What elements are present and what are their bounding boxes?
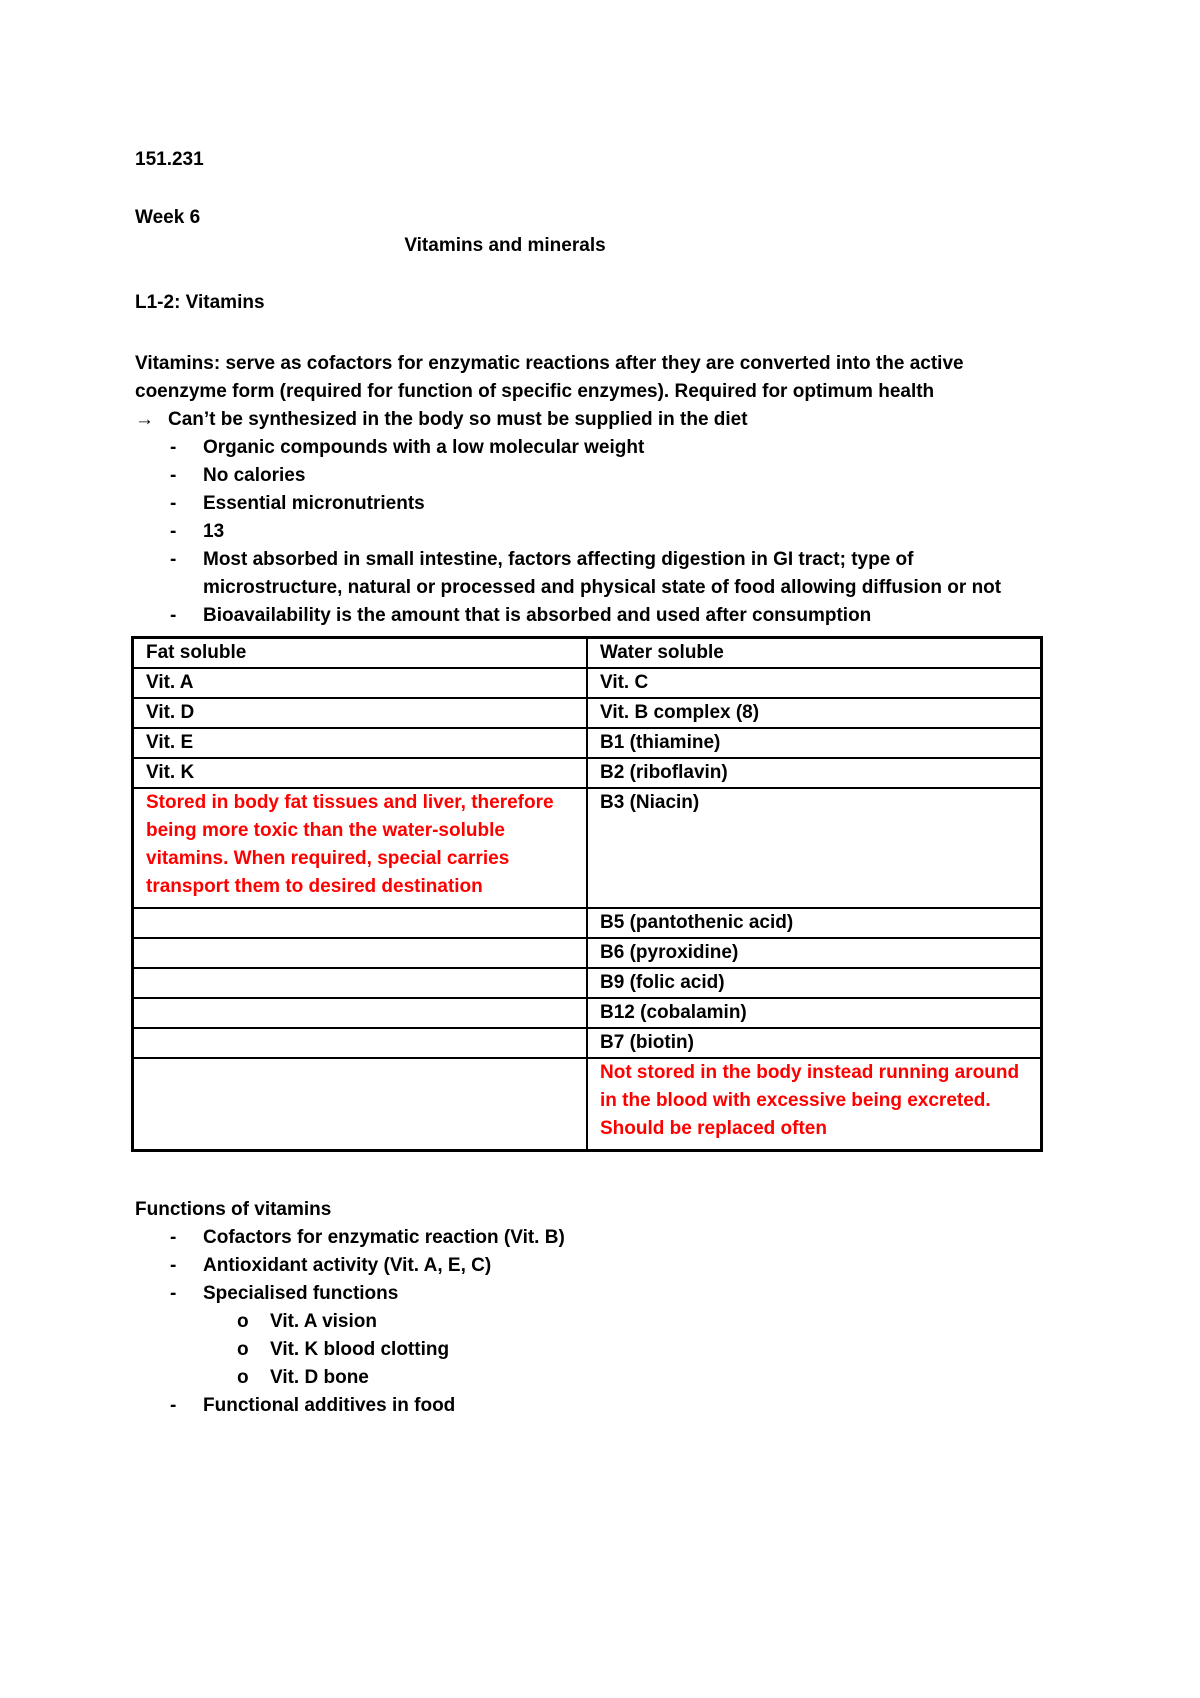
table-cell-water-storage-note: Not stored in the body instead running around in the blood with excessive being excreted. Should be replaced often	[587, 1058, 1042, 1151]
circle-bullet-icon: o	[237, 1367, 249, 1388]
table-cell-fat	[133, 938, 588, 968]
arrow-note	[135, 406, 1050, 434]
list-item	[135, 1364, 1050, 1392]
list-item	[135, 462, 1050, 490]
functions-list	[135, 1224, 1050, 1420]
list-item	[135, 1308, 1050, 1336]
list-item	[135, 1280, 1050, 1308]
dash-bullet-icon: -	[170, 493, 177, 514]
table-row	[133, 1058, 1042, 1151]
table-cell-water: B12 (cobalamin)	[587, 998, 1042, 1028]
table-cell-water: B7 (biotin)	[587, 1028, 1042, 1058]
table-row	[133, 758, 1042, 788]
table-header-fat-soluble: Fat soluble	[133, 638, 588, 669]
arrow-icon: →	[135, 409, 154, 430]
list-item-text: Vit. K blood clotting	[270, 1339, 450, 1360]
table-cell-fat: Vit. E	[133, 728, 588, 758]
dash-bullet-icon: -	[170, 605, 177, 626]
intro-bullet-list	[135, 434, 1050, 630]
list-item	[135, 1252, 1050, 1280]
table-cell-water: B5 (pantothenic acid)	[587, 908, 1042, 938]
table-cell-water: B2 (riboflavin)	[587, 758, 1042, 788]
dash-bullet-icon: -	[170, 437, 177, 458]
course-code: 151.231	[135, 149, 204, 170]
section-heading: L1-2: Vitamins	[135, 292, 265, 313]
list-item	[135, 602, 1050, 630]
list-item-text: Vit. A vision	[270, 1311, 377, 1332]
list-item-text: Functional additives in food	[203, 1395, 456, 1416]
dash-bullet-icon: -	[170, 465, 177, 486]
table-cell-water: Vit. C	[587, 668, 1042, 698]
intro-paragraph: Vitamins: serve as cofactors for enzymatic reactions after they are converted into the active coenzyme form (required for function of specific enzymes). Required for optimum health	[135, 353, 964, 402]
arrow-note-text: Can’t be synthesized in the body so must be supplied in the diet	[168, 409, 748, 430]
circle-bullet-icon: o	[237, 1339, 249, 1360]
dash-bullet-icon: -	[170, 1227, 177, 1248]
list-item	[135, 1224, 1050, 1252]
table-cell-fat	[133, 908, 588, 938]
functions-heading: Functions of vitamins	[135, 1199, 332, 1220]
table-row	[133, 998, 1042, 1028]
list-item-text: No calories	[203, 465, 306, 486]
table-row	[133, 1028, 1042, 1058]
table-cell-water: B9 (folic acid)	[587, 968, 1042, 998]
table-cell-fat: Vit. D	[133, 698, 588, 728]
list-item	[135, 490, 1050, 518]
list-item	[135, 1336, 1050, 1364]
table-cell-water: B6 (pyroxidine)	[587, 938, 1042, 968]
dash-bullet-icon: -	[170, 1283, 177, 1304]
list-item-text: 13	[203, 521, 225, 542]
table-cell-water: B3 (Niacin)	[587, 788, 1042, 908]
list-item-text: Essential micronutrients	[203, 493, 425, 514]
list-item-text: Specialised functions	[203, 1283, 399, 1304]
circle-bullet-icon: o	[237, 1311, 249, 1332]
list-item-text: Antioxidant activity (Vit. A, E, C)	[203, 1255, 492, 1276]
table-row	[133, 698, 1042, 728]
table-cell-fat	[133, 1058, 588, 1151]
dash-bullet-icon: -	[170, 521, 177, 542]
table-header-water-soluble: Water soluble	[587, 638, 1042, 669]
table-row	[133, 728, 1042, 758]
list-item	[135, 546, 1050, 602]
week-label: Week 6	[135, 207, 201, 228]
table-row	[133, 788, 1042, 908]
table-row	[133, 668, 1042, 698]
vitamin-solubility-table	[131, 636, 1043, 1152]
list-item-text: Organic compounds with a low molecular weight	[203, 437, 645, 458]
table-row	[133, 938, 1042, 968]
list-item-text: Bioavailability is the amount that is absorbed and used after consumption	[203, 605, 872, 626]
document-title: Vitamins and minerals	[404, 235, 606, 256]
table-row	[133, 968, 1042, 998]
list-item	[135, 434, 1050, 462]
dash-bullet-icon: -	[170, 549, 177, 570]
table-cell-fat-storage-note: Stored in body fat tissues and liver, therefore being more toxic than the water-soluble vitamins. When required, special carries transport them to desired destination	[133, 788, 588, 908]
table-cell-fat	[133, 1028, 588, 1058]
table-cell-water: Vit. B complex (8)	[587, 698, 1042, 728]
list-item-text: Cofactors for enzymatic reaction (Vit. B)	[203, 1227, 565, 1248]
table-cell-water: B1 (thiamine)	[587, 728, 1042, 758]
table-cell-fat	[133, 998, 588, 1028]
dash-bullet-icon: -	[170, 1255, 177, 1276]
table-row	[133, 908, 1042, 938]
dash-bullet-icon: -	[170, 1395, 177, 1416]
table-cell-fat: Vit. K	[133, 758, 588, 788]
table-header-row	[133, 638, 1042, 669]
list-item	[135, 518, 1050, 546]
table-cell-fat	[133, 968, 588, 998]
list-item-text: Most absorbed in small intestine, factors affecting digestion in GI tract; type of microstructure, natural or processed and physical state of food allowing diffusion or not	[203, 549, 1002, 598]
list-item	[135, 1392, 1050, 1420]
list-item-text: Vit. D bone	[270, 1367, 369, 1388]
table-cell-fat: Vit. A	[133, 668, 588, 698]
